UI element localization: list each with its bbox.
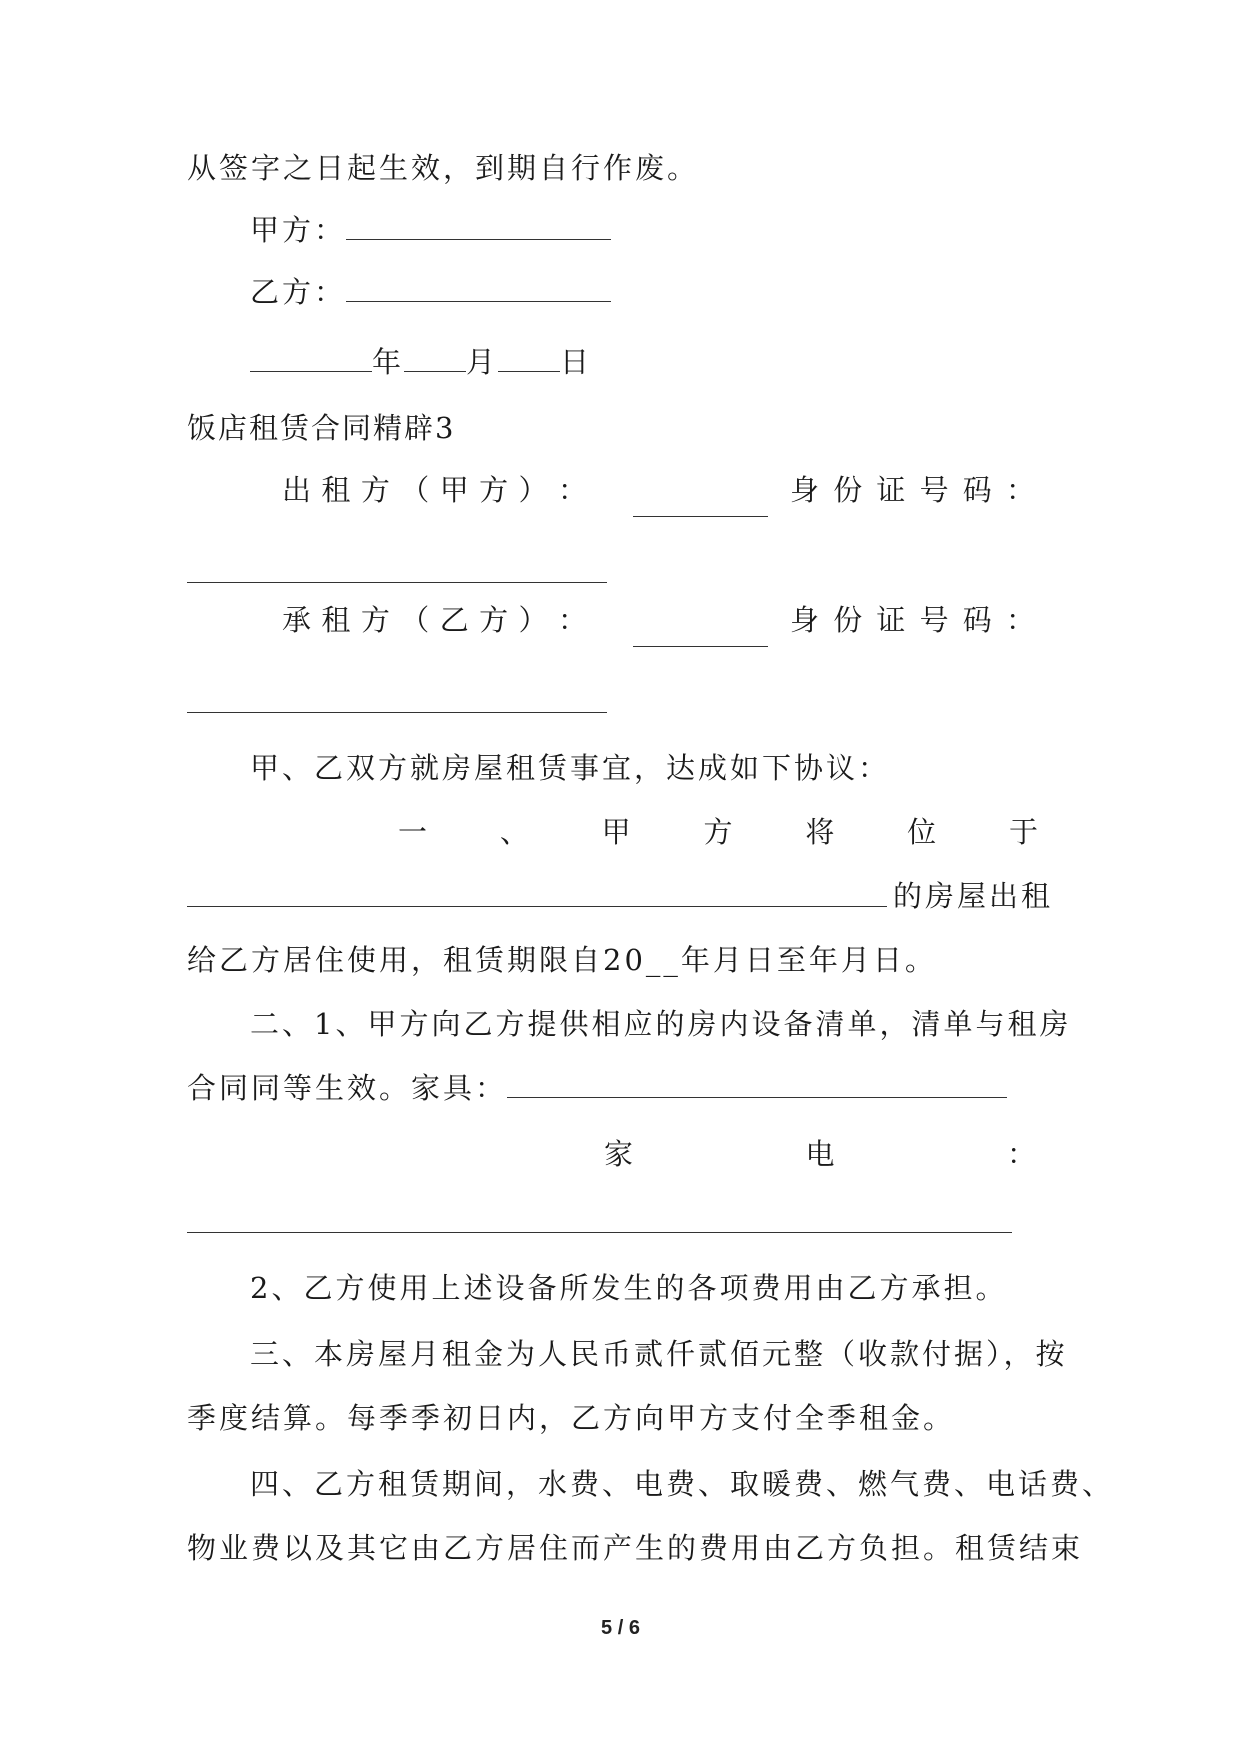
appliances-blank: [187, 1232, 1012, 1233]
agreement-intro: 甲、乙双方就房屋租赁事宜，达成如下协议：: [250, 751, 891, 785]
page-number: 5 / 6: [601, 1617, 640, 1639]
lessor-id-char: 证: [876, 473, 906, 507]
lessor-id-label: [790, 470, 1035, 510]
clause-2-item-2: 2、乙方使用上述设备所发生的各项费用由乙方承担。: [250, 1271, 1008, 1305]
lessee-id-label: [790, 600, 1035, 640]
clause-1-char: 于: [1008, 815, 1038, 849]
clause-3-line-2: 季度结算。每季季初日内，乙方向甲方支付全季租金。: [187, 1401, 956, 1435]
party-a-signature-line: [250, 210, 611, 250]
clause-2-line-1: 二、1、甲方向乙方提供相应的房内设备清单，清单与租房: [250, 1007, 1072, 1041]
clause-1-char: 方: [703, 815, 733, 849]
day-blank: [498, 349, 560, 372]
party-b-label: 乙方：: [250, 275, 347, 309]
lessee-char: 承: [282, 603, 312, 637]
lessor-char: 方: [479, 473, 509, 507]
lessor-id-char: 身: [790, 473, 820, 507]
lessee-id-char: ：: [1005, 603, 1035, 637]
lessee-char: （: [400, 603, 430, 637]
lessor-label: [282, 470, 587, 510]
day-label: 日: [560, 345, 593, 379]
lessor-char: 出: [282, 473, 312, 507]
appliances-label: [604, 1134, 1036, 1174]
clause-4-line-1: 四、乙方租赁期间，水费、电费、取暖费、燃气费、电话费、: [250, 1467, 1115, 1501]
lessee-id-blank: [187, 712, 607, 713]
clause-1-char: 位: [907, 815, 937, 849]
clause-3-line-1: 三、本房屋月租金为人民币贰仟贰佰元整（收款付据），按: [250, 1337, 1068, 1371]
party-b-blank: [346, 279, 611, 302]
lessor-id-char: 号: [919, 473, 949, 507]
party-b-signature-line: [250, 272, 611, 312]
year-label: 年: [372, 345, 405, 379]
lessor-char: ：: [557, 473, 587, 507]
lessor-char: 甲: [439, 473, 469, 507]
lessor-char: （: [400, 473, 430, 507]
lessee-char: ：: [557, 603, 587, 637]
lessee-char: 乙: [439, 603, 469, 637]
lessor-id-blank: [187, 582, 607, 583]
appliances-char: 电: [805, 1137, 835, 1171]
lessee-id-char: 证: [876, 603, 906, 637]
lessee-id-char: 身: [790, 603, 820, 637]
lessor-id-char: 码: [962, 473, 992, 507]
lessor-char: ）: [518, 473, 548, 507]
appliances-char: ：: [1006, 1137, 1036, 1171]
clause-1-char: 一: [398, 815, 428, 849]
clause-1-char: 甲: [601, 815, 631, 849]
month-label: 月: [466, 345, 499, 379]
clause-1-char: 将: [805, 815, 835, 849]
lessee-char: 方: [479, 603, 509, 637]
lessee-id-char: 码: [962, 603, 992, 637]
property-address-blank: [187, 906, 887, 907]
clause-4-line-2: 物业费以及其它由乙方居住而产生的费用由乙方负担。租赁结束: [187, 1531, 1084, 1565]
lessee-id-char: 份: [833, 603, 863, 637]
lessor-id-char: ：: [1005, 473, 1035, 507]
lessor-id-char: 份: [833, 473, 863, 507]
clause-1-char: 、: [499, 815, 529, 849]
party-a-label: 甲方：: [250, 213, 347, 247]
furniture-blank: [507, 1075, 1007, 1098]
clause-2-line-2: [187, 1068, 1007, 1108]
lessee-id-char: 号: [919, 603, 949, 637]
lessee-char: 租: [321, 603, 351, 637]
lessee-char: 方: [360, 603, 390, 637]
lessee-name-blank: [633, 646, 768, 647]
lessor-name-blank: [633, 516, 768, 517]
furniture-label: 合同同等生效。家具：: [187, 1071, 508, 1105]
clause-1-term: 给乙方居住使用，租赁期限自20__年月日至年月日。: [187, 943, 937, 977]
year-blank: [250, 349, 372, 372]
appliances-char: 家: [604, 1137, 634, 1171]
month-blank: [404, 349, 466, 372]
section-title: 饭店租赁合同精辟3: [187, 411, 456, 445]
lessee-label: [282, 600, 587, 640]
effective-clause: 从签字之日起生效，到期自行作废。: [187, 151, 700, 185]
clause-1-tail: 的房屋出租: [893, 879, 1054, 913]
clause-1-heading: [398, 812, 1038, 852]
lessor-char: 方: [360, 473, 390, 507]
lessee-char: ）: [518, 603, 548, 637]
party-a-blank: [346, 217, 611, 240]
lessor-char: 租: [321, 473, 351, 507]
date-line: [250, 342, 592, 382]
